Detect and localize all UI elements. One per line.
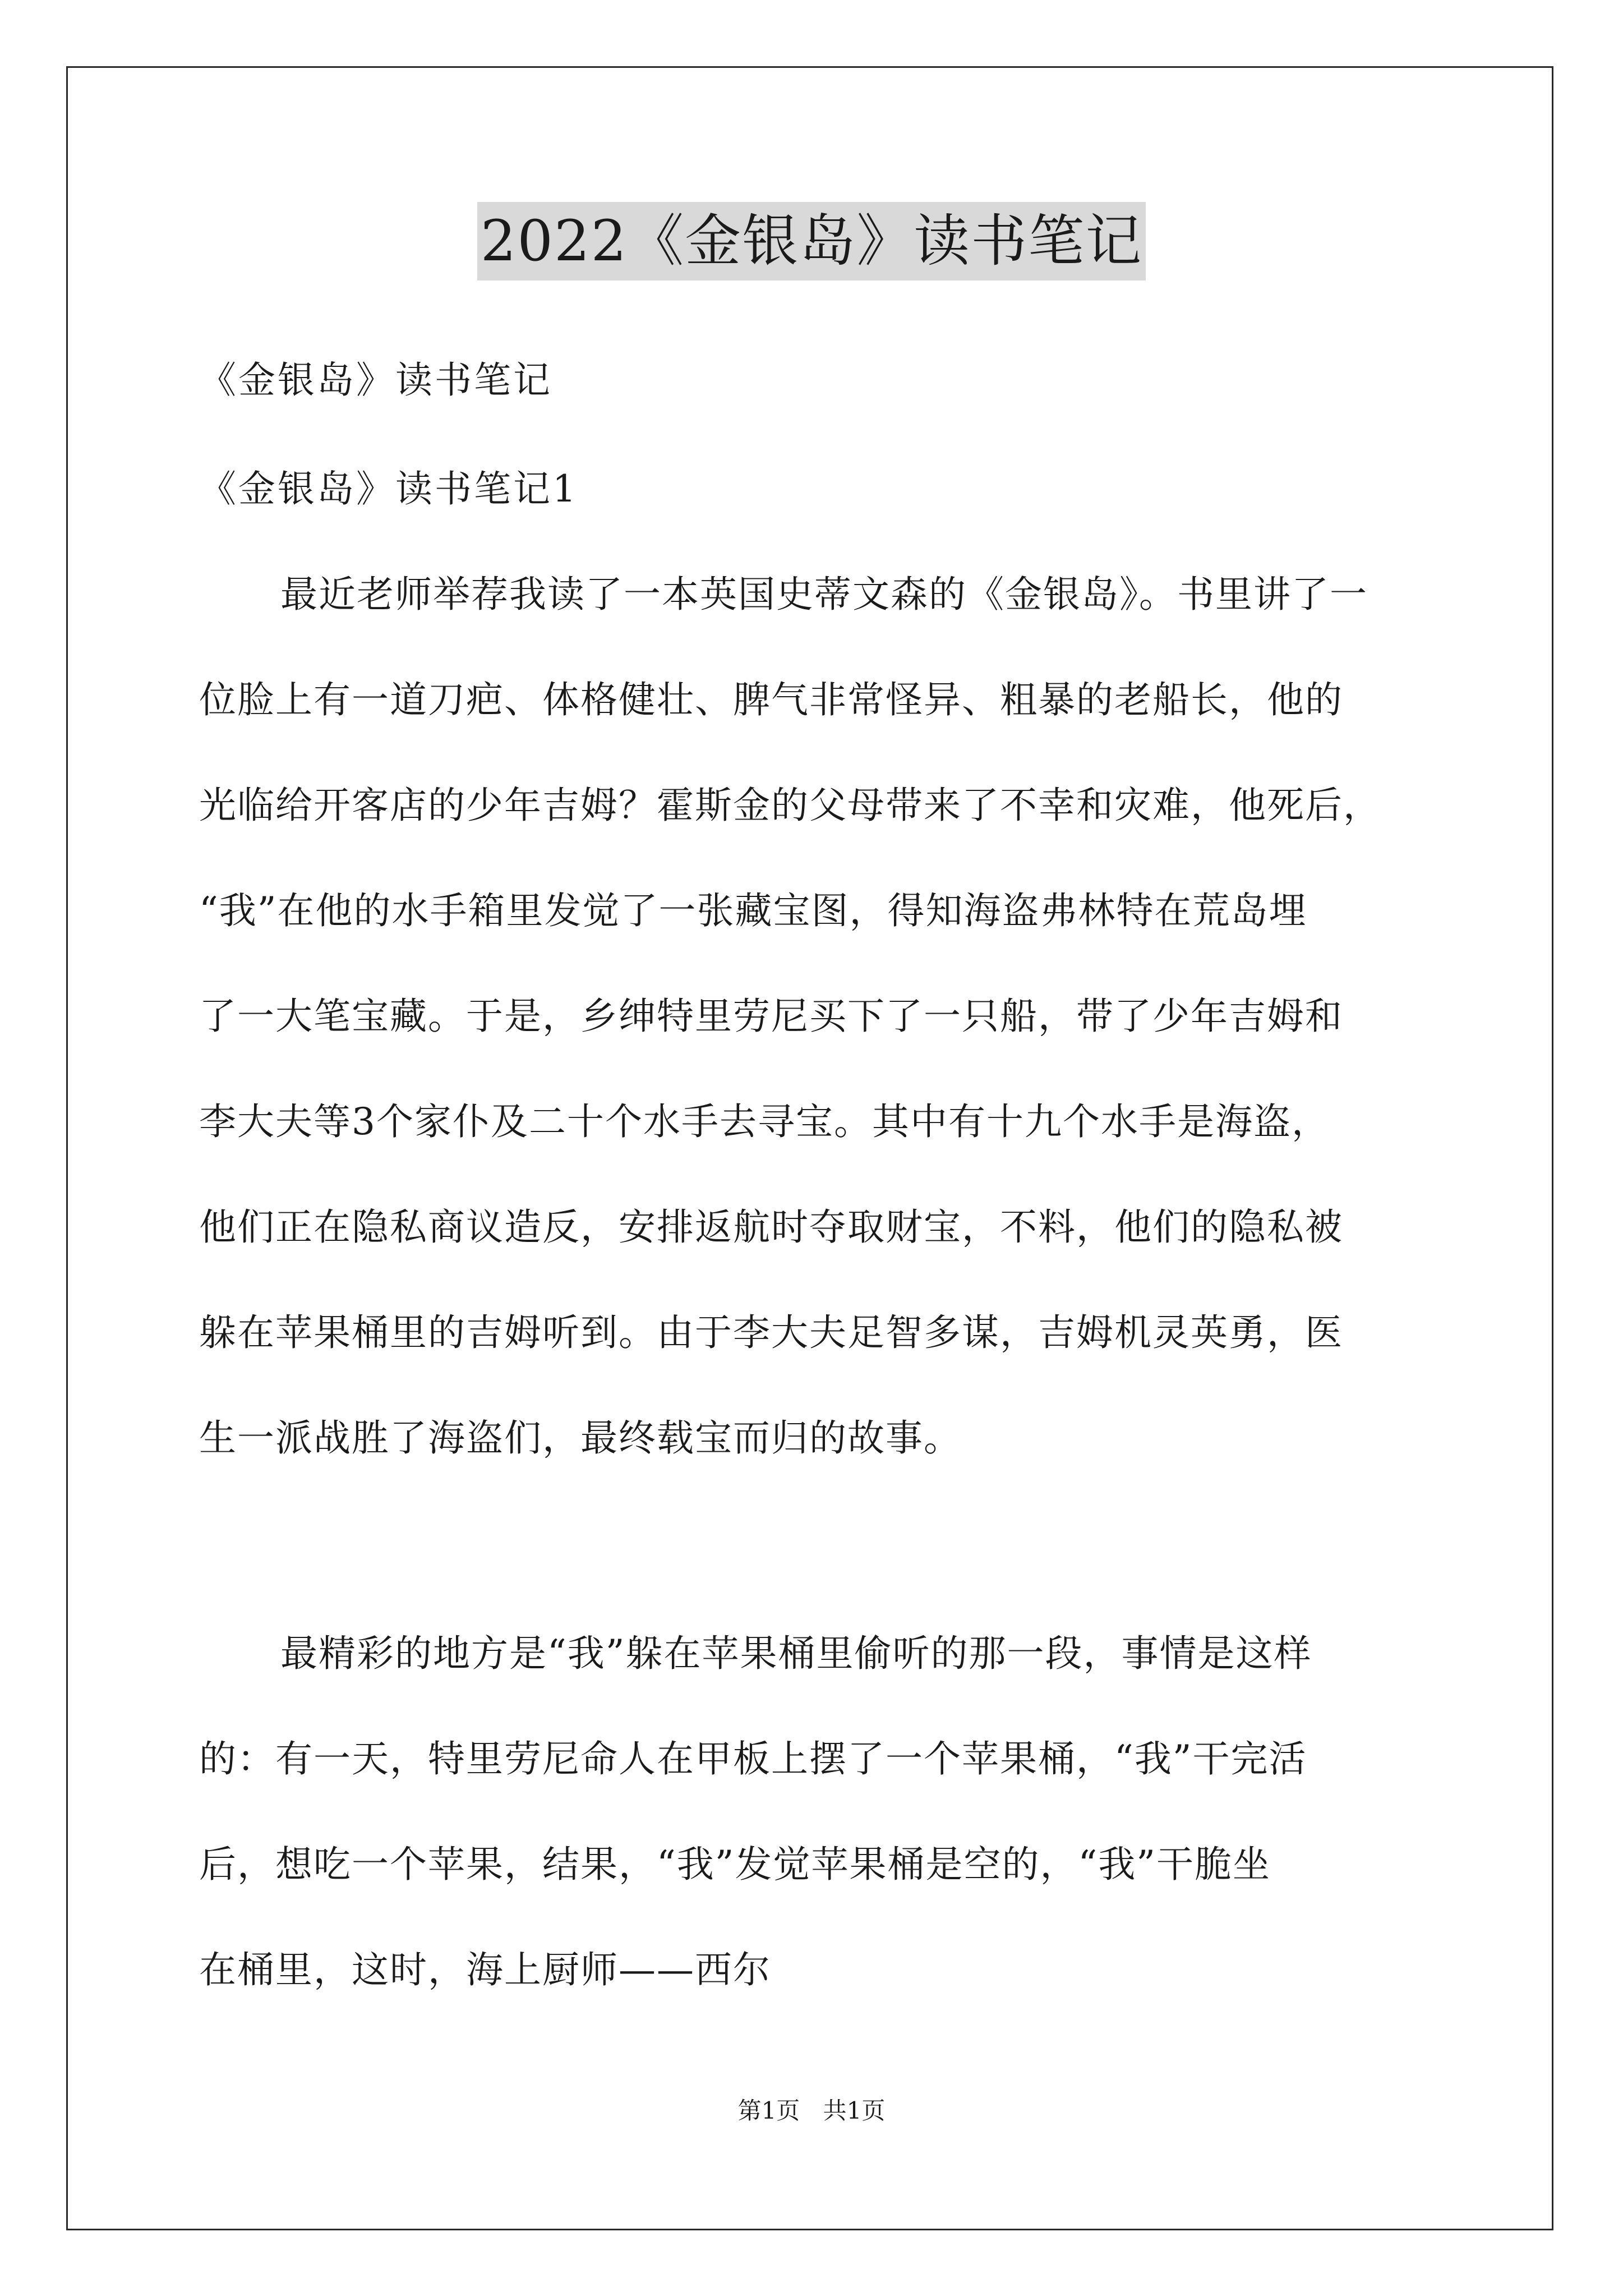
paragraph-1-line: 位脸上有一道刀疤、体格健壮、脾气非常怪异、粗暴的老船长，他的 <box>199 678 1343 721</box>
title-container <box>0 202 1623 280</box>
paragraph-2-line: 后，想吃一个苹果，结果，“我”发觉苹果桶是空的，“我”干脆坐 <box>199 1843 1271 1886</box>
subheading-1: 《金银岛》读书笔记 <box>199 358 552 402</box>
page-total: 共1页 <box>823 2097 886 2124</box>
subheading-2: 《金银岛》读书笔记1 <box>199 467 578 510</box>
paragraph-1-line: 李大夫等3个家仆及二十个水手去寻宝。其中有十九个水手是海盗， <box>199 1100 1330 1143</box>
paragraph-2-line: 的：有一天，特里劳尼命人在甲板上摆了一个苹果桶，“我”干完活 <box>199 1737 1307 1780</box>
document-title: 2022《金银岛》读书笔记 <box>477 202 1146 280</box>
paragraph-1-line: “我”在他的水手箱里发觉了一张藏宝图，得知海盗弗林特在荒岛埋 <box>199 889 1307 932</box>
paragraph-1-line: 光临给开客店的少年吉姆？霍斯金的父母带来了不幸和灾难，他死后， <box>199 784 1381 827</box>
paragraph-1-line: 生一派战胜了海盗们，最终载宝而归的故事。 <box>199 1416 962 1460</box>
paragraph-1-line: 他们正在隐私商议造反，安排返航时夺取财宝，不料，他们的隐私被 <box>199 1205 1343 1249</box>
paragraph-1-line: 躲在苹果桶里的吉姆听到。由于李大夫足智多谋，吉姆机灵英勇，医 <box>199 1311 1343 1354</box>
paragraph-2-line: 在桶里，这时，海上厨师——西尔 <box>199 1948 771 1991</box>
paragraph-1-line: 了一大笔宝藏。于是，乡绅特里劳尼买下了一只船，带了少年吉姆和 <box>199 995 1343 1038</box>
page-footer <box>0 2095 1623 2127</box>
page-number: 第1页 <box>737 2097 800 2124</box>
paragraph-1-line: 最近老师举荐我读了一本英国史蒂文森的《金银岛》。书里讲了一 <box>280 573 1368 616</box>
paragraph-2-line: 最精彩的地方是“我”躲在苹果桶里偷听的那一段，事情是这样 <box>280 1632 1312 1675</box>
